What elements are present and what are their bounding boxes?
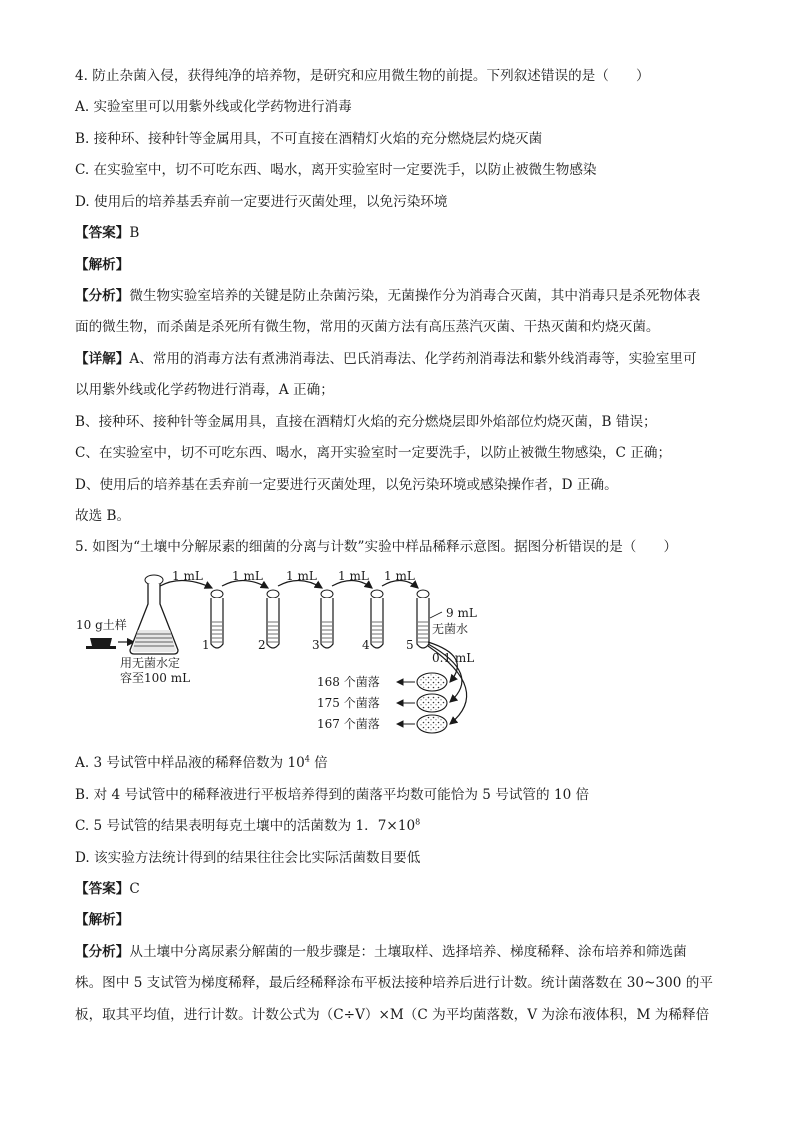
plate-count-1: 168 个菌落 (317, 675, 380, 689)
petri-plate-2 (417, 694, 447, 712)
option-c-exponent: 8 (415, 817, 421, 827)
fenxi-tag: 【分析】 (75, 288, 130, 304)
answer-value: B (129, 225, 140, 241)
test-tube-1 (211, 590, 223, 648)
option-a-suffix: 倍 (309, 755, 328, 771)
q4-option-b: B. 接种环、接种针等金属用具，不可直接在酒精灯火焰的充分燃烧层灼烧灭菌 (75, 131, 543, 147)
analysis-tag: 【解析】 (75, 912, 130, 928)
plating-label: 0.1 mL (432, 651, 475, 665)
transfer-label-5: 1 mL (384, 569, 415, 583)
flask-label-1: 用无菌水定 (120, 656, 181, 670)
q4-stem: 4. 防止杂菌入侵，获得纯净的培养物，是研究和应用微生物的前提。下列叙述错误的是（ ） (75, 68, 650, 84)
answer-value: C (129, 881, 140, 897)
transfer-label-3: 1 mL (286, 569, 317, 583)
q5-option-d: D. 该实验方法统计得到的结果往往会比实际活菌数目要低 (75, 850, 421, 866)
q5-option-b: B. 对 4 号试管中的稀释液进行平板培养得到的菌落平均数可能恰为 5 号试管的 10 倍 (75, 787, 590, 803)
option-a-exponent: 4 (304, 754, 310, 764)
q5-stem: 5. 如图为“土壤中分解尿素的细菌的分离与计数”实验中样品稀释示意图。据图分析错误的是（ ） (75, 539, 678, 555)
q5-analysis-tag (75, 911, 129, 929)
test-tube-3 (321, 590, 333, 648)
tube-number-5: 5 (406, 638, 414, 652)
q5-answer (75, 880, 140, 898)
q4-xiangjie-3: B、接种环、接种针等金属用具，直接在酒精灯火焰的充分燃烧层即外焰部位灼烧灭菌，B 错误； (75, 414, 657, 430)
xiangjie-tag: 【详解】 (75, 351, 130, 367)
fenxi-tag: 【分析】 (75, 944, 130, 960)
flask-label-2: 容至100 mL (120, 671, 191, 685)
fenxi-text: 微生物实验室培养的关键是防止杂菌污染，无菌操作分为消毒合灭菌，其中消毒只是杀死物体表 (129, 288, 701, 304)
transfer-label-4: 1 mL (338, 569, 369, 583)
dilution-diagram (72, 566, 492, 742)
option-c-text: C. 5 号试管的结果表明每克土壤中的活菌数为 1．7×10 (75, 818, 416, 834)
water-pointer (430, 612, 442, 618)
q4-option-a: A. 实验室里可以用紫外线或化学药物进行消毒 (75, 99, 352, 115)
q5-option-a (75, 754, 328, 772)
analysis-tag: 【解析】 (75, 257, 130, 273)
q5-fenxi-3: 板，取其平均值，进行计数。计数公式为（C÷V）×M（C 为平均菌落数，V 为涂布液体积，M 为稀释倍 (75, 1007, 710, 1023)
q4-conclusion: 故选 B。 (75, 508, 131, 524)
transfer-label-1: 1 mL (172, 569, 203, 583)
answer-tag: 【答案】 (75, 225, 130, 241)
test-tube-4 (371, 590, 383, 648)
q5-option-c (75, 817, 420, 835)
answer-tag: 【答案】 (75, 881, 130, 897)
option-a-text: A. 3 号试管中样品液的稀释倍数为 10 (75, 755, 305, 771)
tube-number-3: 3 (312, 638, 320, 652)
q4-xiangjie-4: C、在实验室中，切不可吃东西、喝水，离开实验室时一定要洗手，以防止被微生物感染，C 正确； (75, 445, 672, 461)
tube-number-1: 1 (202, 638, 210, 652)
fenxi-text: 从土壤中分离尿素分解菌的一般步骤是：土壤取样、选择培养、梯度稀释、涂布培养和筛选菌 (129, 944, 687, 960)
soil-label: 10 g土样 (76, 618, 127, 632)
water-label-1: 9 mL (446, 606, 477, 620)
q4-xiangjie-5: D、使用后的培养基在丢弃前一定要进行灭菌处理，以免污染环境或感染操作者，D 正确。 (75, 477, 618, 493)
conical-flask-icon (130, 575, 178, 654)
q4-fenxi-2: 面的微生物，而杀菌是杀死所有微生物，常用的灭菌方法有高压蒸汽灭菌、干热灭菌和灼烧灭菌。 (75, 319, 660, 335)
petri-plate-3 (417, 715, 447, 733)
tube-number-4: 4 (362, 638, 370, 652)
tube-number-2: 2 (258, 638, 266, 652)
transfer-label-2: 1 mL (232, 569, 263, 583)
test-tube-5 (417, 590, 429, 648)
petri-plate-1 (417, 673, 447, 691)
q4-answer (75, 224, 139, 242)
q4-option-c: C. 在实验室中，切不可吃东西、喝水，离开实验室时一定要洗手，以防止被微生物感染 (75, 162, 597, 178)
q4-option-d: D. 使用后的培养基丢弃前一定要进行灭菌处理，以免污染环境 (75, 194, 448, 210)
q4-xiangjie-2: 以用紫外线或化学药物进行消毒，A 正确； (75, 382, 334, 398)
plate-count-3: 167 个菌落 (317, 717, 380, 731)
q4-xiangjie-1 (75, 350, 697, 368)
q5-fenxi-2: 株。图中 5 支试管为梯度稀释，最后经稀释涂布平板法接种培养后进行计数。统计菌落数在 30~300 的平 (75, 975, 713, 991)
plate-count-2: 175 个菌落 (317, 696, 380, 710)
q4-fenxi-1 (75, 287, 700, 305)
xiangjie-text: A、常用的消毒方法有煮沸消毒法、巴氏消毒法、化学药剂消毒法和紫外线消毒等，实验室里可 (129, 351, 697, 367)
soil-sample-icon (86, 638, 116, 649)
q5-fenxi-1 (75, 943, 687, 961)
test-tube-2 (267, 590, 279, 648)
q4-analysis-tag (75, 256, 129, 274)
water-label-2: 无菌水 (432, 622, 469, 636)
